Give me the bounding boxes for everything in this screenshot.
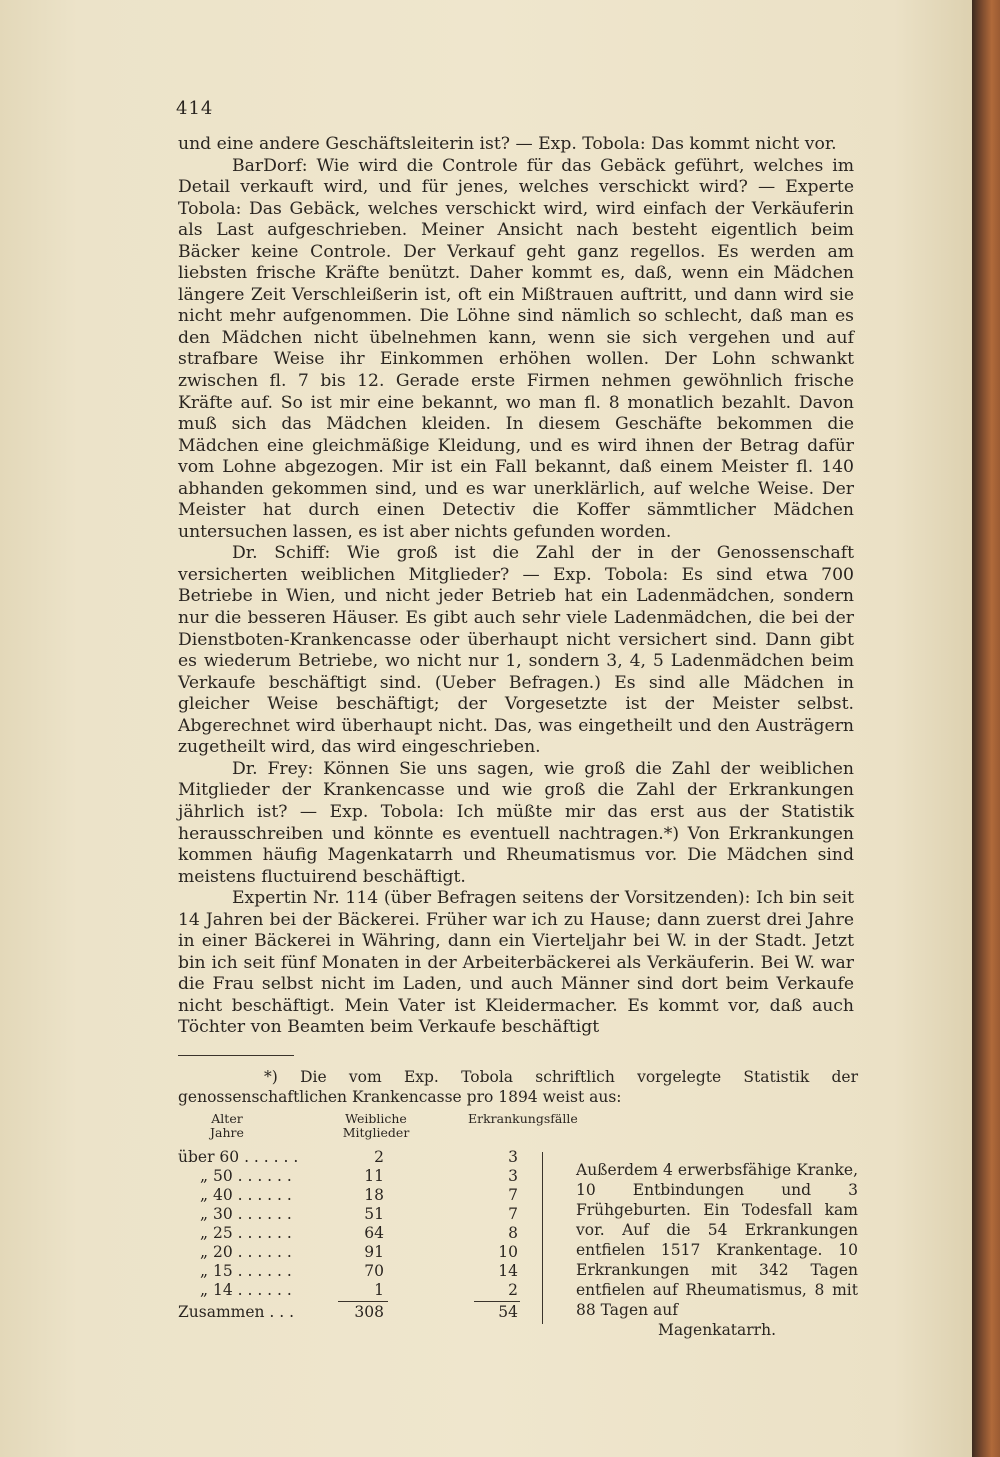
cell-illnesses: 7 (508, 1186, 518, 1204)
paragraph: Dr. Schiff: Wie groß ist die Zahl der in der Genossenschaft versicherten weiblichen Mitglieder? — Exp. Tobola: Es sind etwa 700 Betriebe in Wien, und nicht jeder Betrieb hat ein Ladenmädchen, sondern nur die besseren Häuser. Es gibt auch sehr viele Ladenmädchen, die bei der Dienstboten-Krankencasse oder überhaupt nicht versichert sind. Dann gibt es wiederum Betriebe, wo nicht nur 1, sondern 3, 4, 5 Ladenmädchen beim Verkaufe beschäftigt sind. (Ueber Befragen.) Es sind alle Mädchen in gleicher Weise beschäftigt; der Vorgesetzte ist der Meister selbst. Abgerechnet wird überhaupt nicht. Das, was eingetheilt und den Austrägern zugetheilt wird, das wird eingeschrieben. (178, 543, 854, 758)
paragraph: BarDorf: Wie wird die Controle für das Gebäck geführt, welches im Detail verkauft wird, und für jenes, welches verschickt wird? — Experte Tobola: Das Gebäck, welches verschickt wird, wird einfach der Verkäuferin als Last aufgeschrieben. Meiner Ansicht nach besteht eigentlich beim Bäcker keine Controle. Der Verkauf geht ganz regellos. Es werden am liebsten frische Kräfte benützt. Daher kommt es, daß, wenn ein Mädchen längere Zeit Verschleißerin ist, oft ein Mißtrauen auftritt, und dann wird sie nicht mehr aufgenommen. Die Löhne sind nämlich so schlecht, daß man es den Mädchen nicht übelnehmen kann, wenn sie sich vergehen und auf strafbare Weise ihr Einkommen erhöhen wollen. Der Lohn schwankt zwischen fl. 7 bis 12. Gerade erste Firmen nehmen gewöhnlich frische Kräfte auf. So ist mir eine bekannt, wo man fl. 8 monatlich bezahlt. Davon muß sich das Mädchen kleiden. In diesem Geschäfte bekommen die Mädchen eine gleichmäßige Kleidung, und es wird ihnen der Betrag dafür vom Lohne abgezogen. Mir ist ein Fall bekannt, daß einem Meister fl. 140 abhanden gekommen sind, und es war unerklärlich, auf welche Weise. Der Meister hat durch einen Detectiv die Koffer sämmtlicher Mädchen untersuchen lassen, es ist aber nichts gefunden worden. (178, 155, 854, 542)
table-row (178, 1281, 538, 1300)
table-row (178, 1243, 538, 1262)
table-row (178, 1186, 538, 1205)
cell-age: „ 50 . . . . . . (200, 1167, 292, 1185)
page-number: 414 (176, 98, 214, 119)
table-note-text: Außerdem 4 erwerbsfähige Kranke, 10 Entbindungen und 3 Frühgeburten. Ein Todesfall kam vor. Auf die 54 Erkrankungen entfielen 1517 Krankentage. 10 Erkrankungen mit 342 Tagen entfielen auf Rheumatismus, 8 mit 88 Tagen auf (576, 1161, 858, 1319)
table-row (178, 1262, 538, 1281)
footnote (178, 1068, 858, 1107)
cell-age: „ 30 . . . . . . (200, 1205, 292, 1223)
sum-rule (474, 1301, 520, 1302)
paragraph: und eine andere Geschäftsleiterin ist? — Exp. Tobola: Das kommt nicht vor. (178, 134, 837, 154)
cell-age: „ 14 . . . . . . (200, 1281, 292, 1299)
cell-illnesses: 3 (508, 1148, 518, 1166)
cell-total-label: Zusammen . . . (178, 1303, 295, 1321)
cell-women: 2 (374, 1148, 384, 1166)
statistics-table (178, 1111, 868, 1339)
table-total-row (178, 1303, 538, 1322)
cell-age: über 60 . . . . . . (178, 1148, 299, 1166)
cell-women: 64 (364, 1224, 384, 1242)
cell-women: 91 (364, 1243, 384, 1261)
footnote-text: *) Die vom Exp. Tobola schriftlich vorgelegte Statistik der genossenschaftlichen Krankencasse pro 1894 weist aus: (178, 1068, 858, 1106)
column-header-women: Weibliche Mitglieder (342, 1111, 410, 1140)
table-row (178, 1148, 538, 1167)
cell-women: 18 (364, 1186, 384, 1204)
paragraph: Expertin Nr. 114 (über Befragen seitens der Vorsitzenden): Ich bin seit 14 Jahren bei der Bäckerei. Früher war ich zu Hause; dann zuerst drei Jahre in einer Bäckerei in Währing, dann ein Vierteljahr bei W. in der Stadt. Jetzt bin ich seit fünf Monaten in der Arbeiterbäckerei als Verkäuferin. Bei W. war die Frau selbst nicht im Laden, und auch Männer sind dort beim Verkaufe nicht beschäftigt. Mein Vater ist Kleidermacher. Es kommt vor, daß auch Töchter von Beamten beim Verkaufe beschäftigt (178, 888, 854, 1038)
sum-rule (338, 1301, 388, 1302)
cell-total-women: 308 (354, 1303, 384, 1321)
column-header-illnesses: Erkrankungsfälle (468, 1111, 578, 1126)
main-text (178, 134, 854, 1039)
table-note-end: Magenkatarrh. (657, 1321, 777, 1339)
cell-age: „ 20 . . . . . . (200, 1243, 292, 1261)
cell-illnesses: 3 (508, 1167, 518, 1185)
cell-women: 70 (364, 1262, 384, 1280)
book-edge (972, 0, 1000, 1457)
cell-illnesses: 10 (498, 1243, 518, 1261)
footnote-divider (178, 1055, 294, 1056)
cell-age: „ 25 . . . . . . (200, 1224, 292, 1242)
cell-age: „ 40 . . . . . . (200, 1186, 292, 1204)
cell-women: 11 (364, 1167, 384, 1185)
cell-women: 51 (364, 1205, 384, 1223)
table-note (576, 1160, 858, 1340)
cell-total-illnesses: 54 (498, 1303, 518, 1321)
cell-women: 1 (374, 1281, 384, 1299)
cell-illnesses: 2 (508, 1281, 518, 1299)
column-header-age: Alter Jahre (210, 1111, 244, 1140)
table-row (178, 1205, 538, 1224)
table-row (178, 1167, 538, 1186)
brace (542, 1152, 551, 1324)
cell-illnesses: 14 (498, 1262, 518, 1280)
table-row (178, 1224, 538, 1243)
paragraph: Dr. Frey: Können Sie uns sagen, wie groß die Zahl der weiblichen Mitglieder der Krankencasse und wie groß die Zahl der Erkrankungen jährlich ist? — Exp. Tobola: Ich müßte mir das erst aus der Statistik herausschreiben und könnte es eventuell nachtragen.*) Von Erkrankungen kommen häufig Magenkatarrh und Rheumatismus vor. Die Mädchen sind meistens fluctuirend beschäftigt. (178, 758, 854, 887)
cell-illnesses: 8 (508, 1224, 518, 1242)
cell-illnesses: 7 (508, 1205, 518, 1223)
cell-age: „ 15 . . . . . . (200, 1262, 292, 1280)
